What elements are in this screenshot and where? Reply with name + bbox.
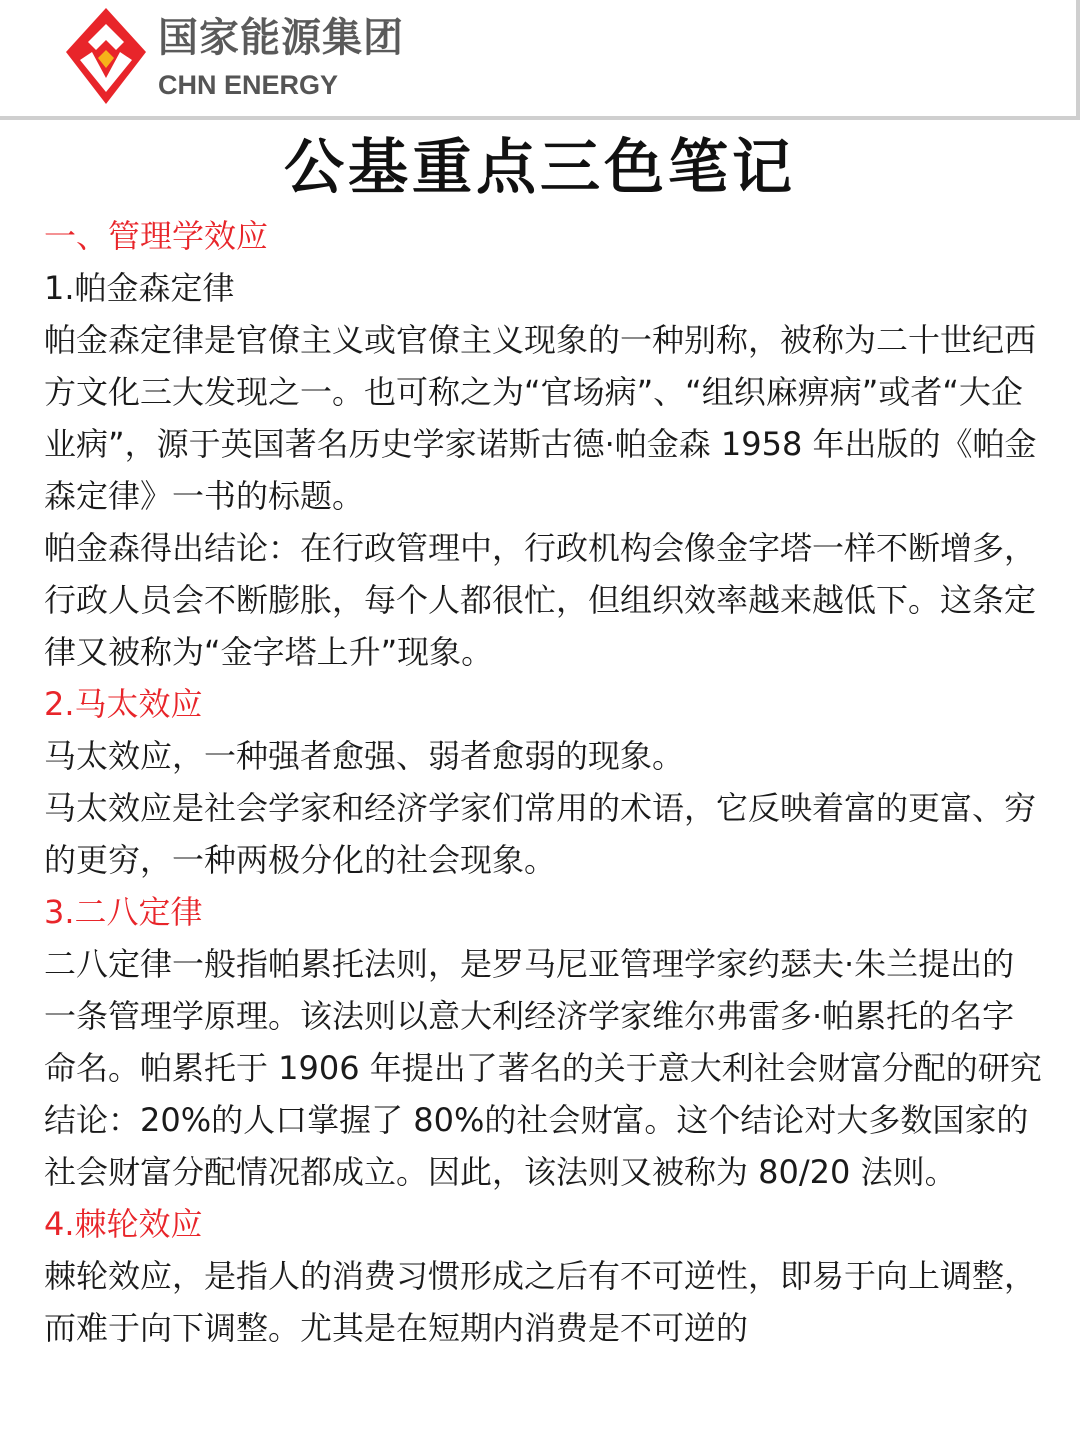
item-heading-matthew: 2.马太效应 xyxy=(44,685,203,723)
item-heading-pareto: 3.二八定律 xyxy=(44,893,203,931)
paragraph-parkinson-definition: 帕金森定律是官僚主义或官僚主义现象的一种别称，被称为二十世纪西方文化三大发现之一。也可称之为“官场病”、“组织麻痹病”或者“大企业病”，源于英国著名历史学家诺斯古德·帕金森 1958 年出版的《帕金森定律》一书的标题。 xyxy=(44,321,1037,515)
item-heading-ratchet: 4.棘轮效应 xyxy=(44,1205,203,1243)
item-heading-parkinson: 1.帕金森定律 xyxy=(44,269,235,307)
section-heading-management-effects: 一、管理学效应 xyxy=(44,217,269,255)
page-title: 公基重点三色笔记 xyxy=(284,133,796,203)
brand-name-en: CHN ENERGY xyxy=(158,70,339,100)
brand-name-cn: 国家能源集团 xyxy=(158,15,404,61)
paragraph-ratchet: 棘轮效应，是指人的消费习惯形成之后有不可逆性，即易于向上调整，而难于向下调整。尤其是在短期内消费是不可逆的 xyxy=(44,1257,1037,1347)
chn-energy-logo-icon xyxy=(58,2,154,110)
page-header xyxy=(0,0,1080,120)
paragraph-pareto: 二八定律一般指帕累托法则，是罗马尼亚管理学家约瑟夫·朱兰提出的一条管理学原理。该法则以意大利经济学家维尔弗雷多·帕累托的名字命名。帕累托于 1906 年提出了著名的关于意大利社会财富分配的研究结论：20%的人口掌握了 80%的社会财富。这个结论对大多数国家的社会财富分配情况都成立。因此，该法则又被称为 80/20 法则。 xyxy=(44,945,1042,1191)
paragraph-parkinson-conclusion: 帕金森得出结论：在行政管理中，行政机构会像金字塔一样不断增多，行政人员会不断膨胀，每个人都很忙，但组织效率越来越低下。这条定律又被称为“金字塔上升”现象。 xyxy=(44,529,1037,671)
notes-content xyxy=(44,210,1044,1354)
paragraph-matthew-short: 马太效应，一种强者愈强、弱者愈弱的现象。 xyxy=(44,737,685,775)
paragraph-matthew-detail: 马太效应是社会学家和经济学家们常用的术语，它反映着富的更富、穷的更穷，一种两极分化的社会现象。 xyxy=(44,789,1037,879)
